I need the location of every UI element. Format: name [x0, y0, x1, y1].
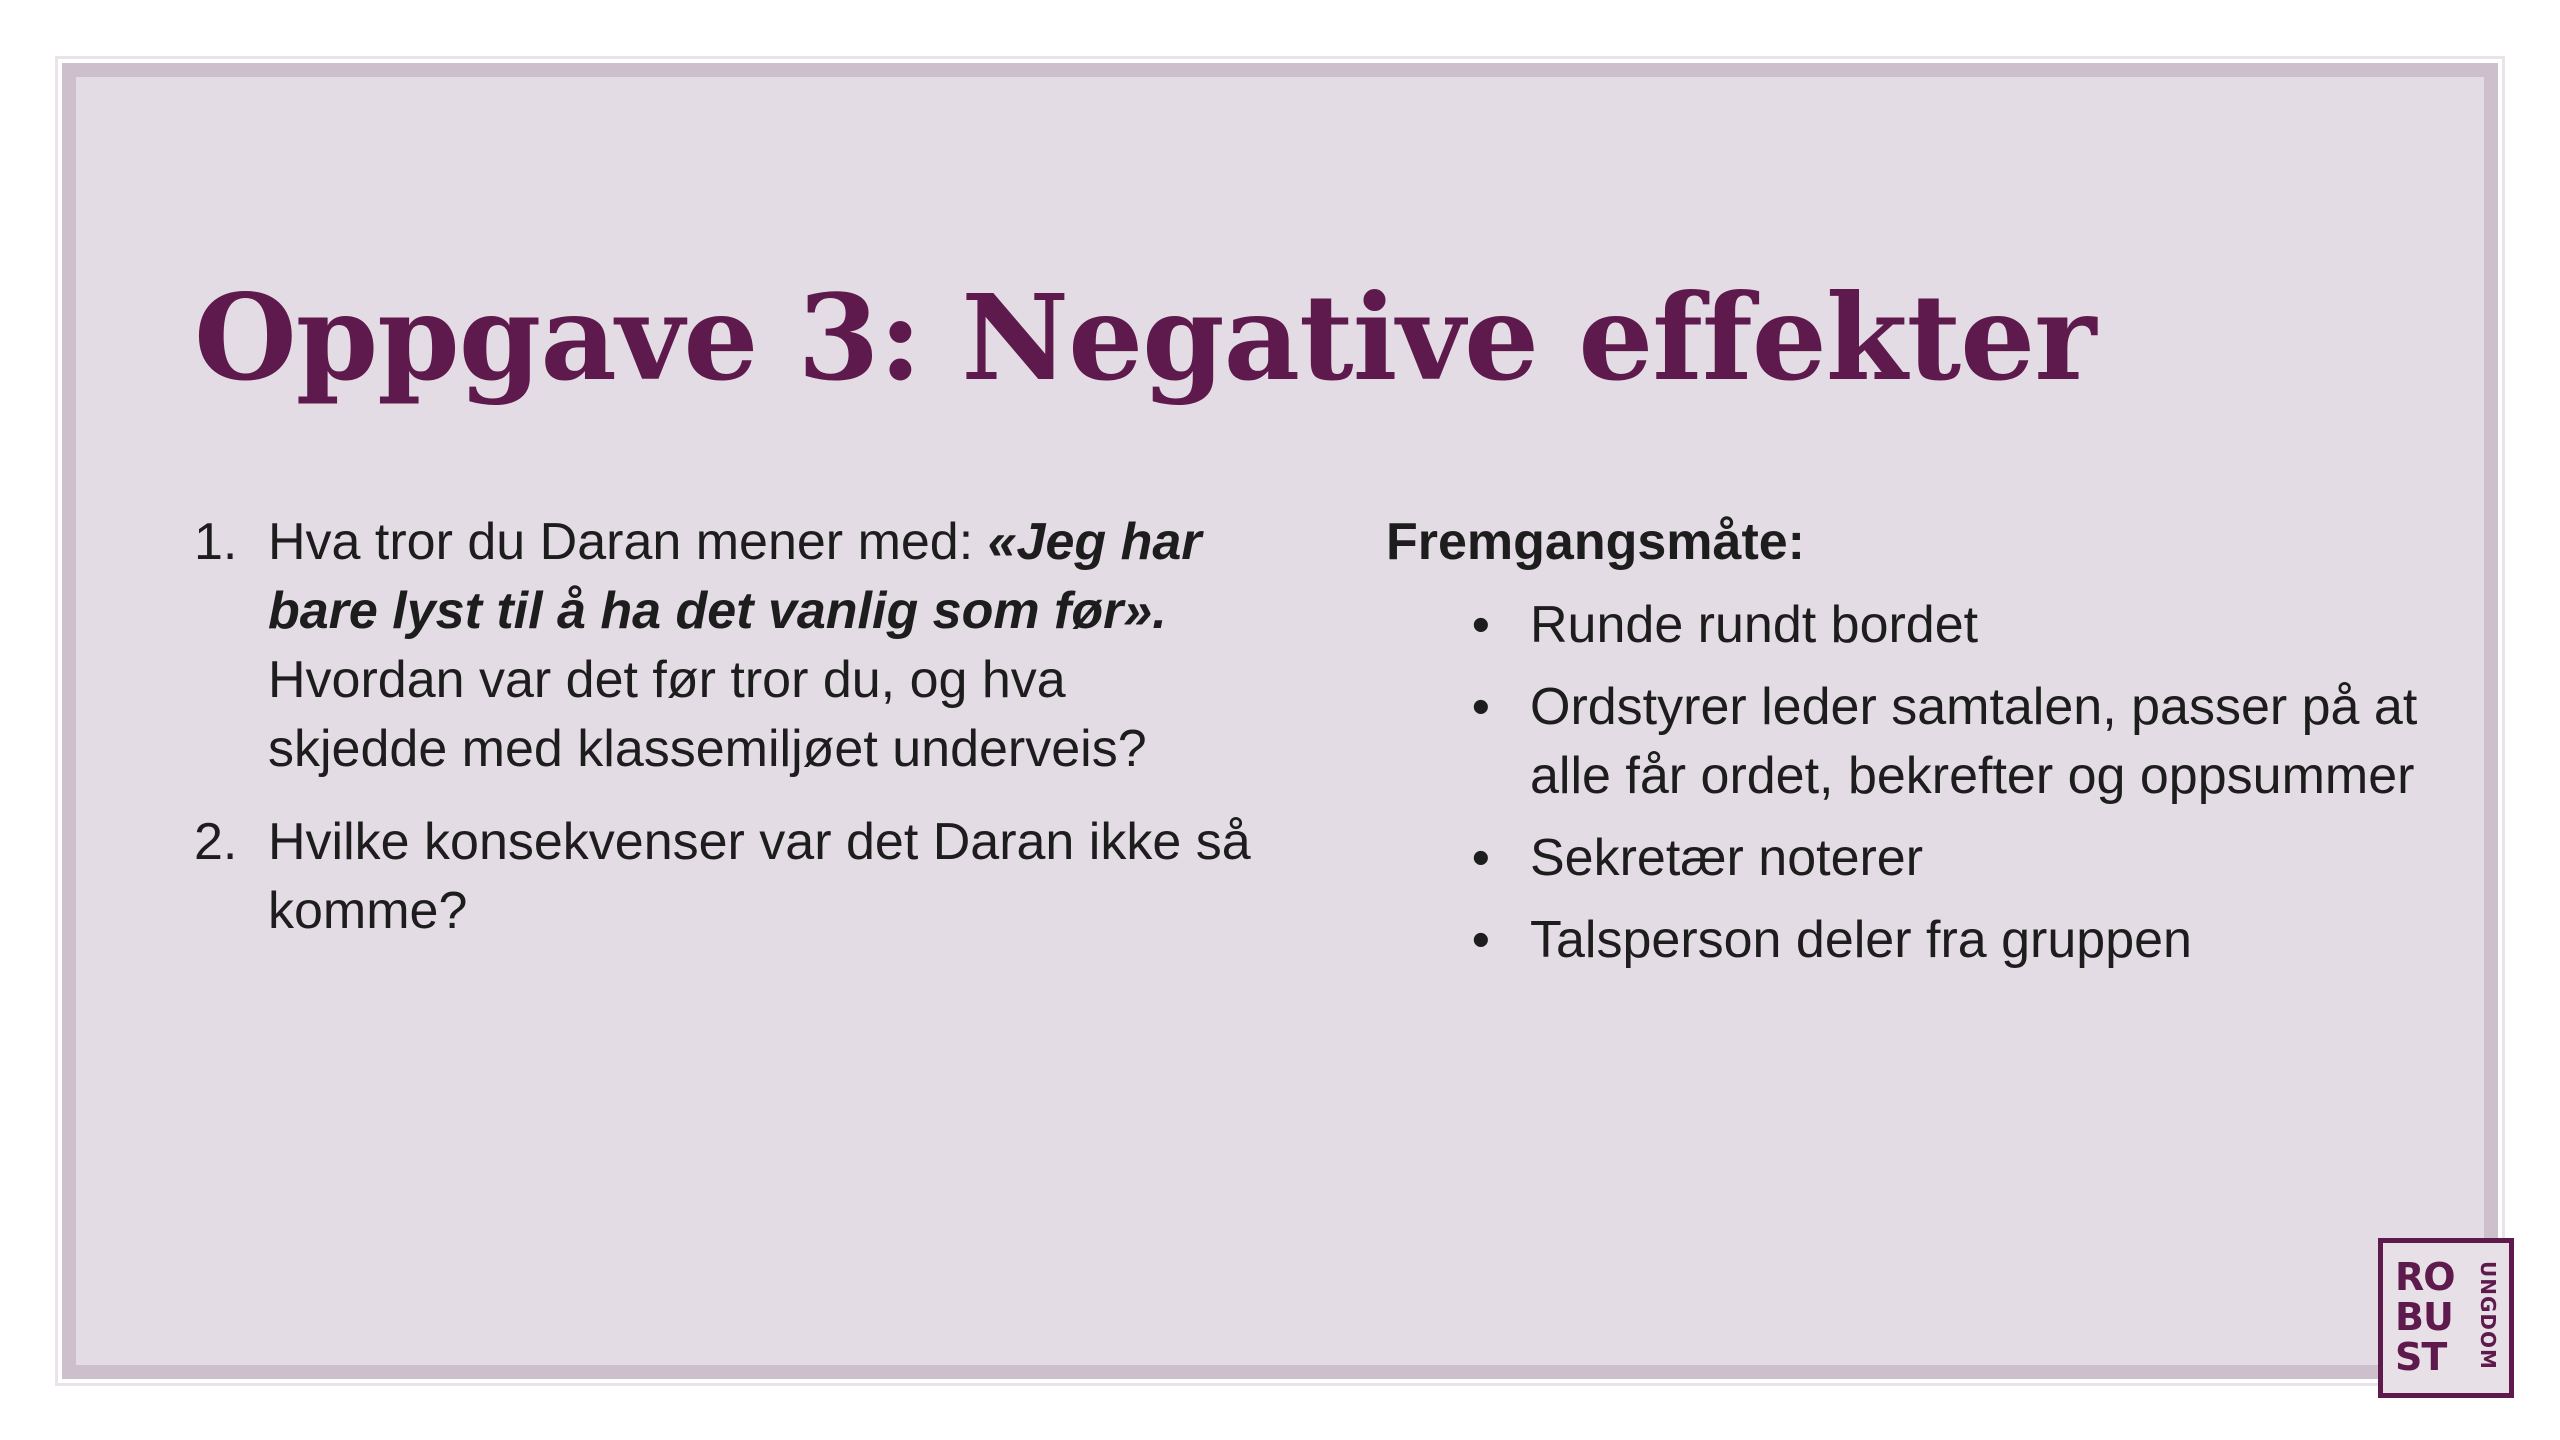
list-item-text: Talsperson deler fra gruppen — [1530, 911, 2192, 969]
logo-letters — [2395, 1257, 2455, 1377]
logo-line: BU — [2395, 1295, 2453, 1339]
logo-line: ST — [2395, 1335, 2447, 1379]
list-item-text: Sekretær noterer — [1530, 829, 1924, 887]
bullet-icon: • — [1471, 829, 1490, 887]
question-text: Hvilke konsekvenser var det Daran ikke så komme? — [268, 813, 1251, 940]
procedure-section — [1386, 508, 2446, 988]
question-item-1 — [194, 508, 1254, 784]
list-item — [1386, 906, 2446, 975]
list-item — [1386, 673, 2446, 811]
procedure-heading: Fremgangsmåte: — [1386, 513, 1805, 571]
question-item-2 — [194, 808, 1254, 946]
question-number: 2. — [194, 813, 238, 871]
question-quote: «Jeg har bare lyst til å ha det vanlig som før». — [268, 513, 1202, 640]
slide-title: Oppgave 3: Negative effekter — [194, 268, 2096, 407]
question-text-part: Hvordan var det før tror du, og hva skjedde med klassemiljøet underveis? — [268, 651, 1147, 778]
questions-list — [194, 508, 1254, 970]
list-item-text: Runde rundt bordet — [1530, 596, 1979, 654]
list-item — [1386, 824, 2446, 893]
robust-ungdom-logo — [2378, 1238, 2514, 1398]
bullet-icon: • — [1471, 678, 1490, 736]
bullet-icon: • — [1471, 911, 1490, 969]
procedure-list — [1386, 591, 2446, 975]
question-text — [268, 508, 1254, 784]
question-text-part: Hva tror du Daran mener med: — [268, 513, 988, 571]
list-item-text: Ordstyrer leder samtalen, passer på at alle får ordet, bekrefter og oppsummer — [1530, 678, 2418, 805]
question-number: 1. — [194, 513, 238, 571]
logo-line: RO — [2395, 1255, 2455, 1299]
bullet-icon: • — [1471, 596, 1490, 654]
logo-side-text: UNGDOM — [2476, 1261, 2500, 1370]
list-item — [1386, 591, 2446, 660]
